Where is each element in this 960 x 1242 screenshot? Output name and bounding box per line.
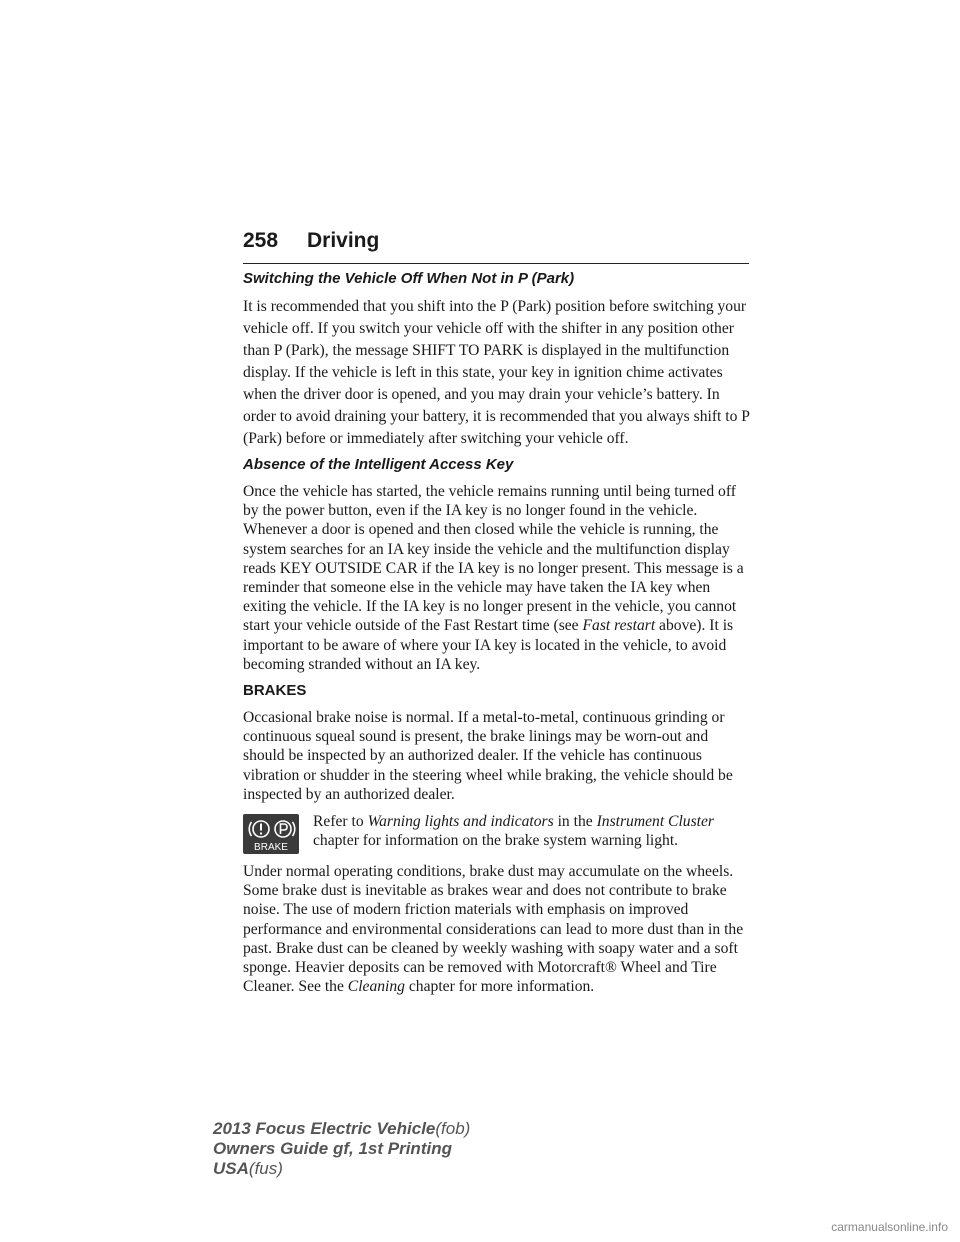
page-number: 258	[243, 229, 279, 252]
brake-icon-label: BRAKE	[254, 842, 288, 854]
paragraph-switching-off: It is recommended that you shift into the P (Park) position before switching your vehicle off. If you switch your vehicle off with the shifter in any position other than P (Park), the message SHIFT TO PARK is displayed in the multifunction display. If the vehicle is left in this state, your key in ignition chime activates when the driver door is opened, and you may drain your vehicle’s battery. In order to avoid draining your battery, it is recommended that you always shift to P (Park) before or immediately after switching your vehicle off.	[243, 298, 750, 447]
footer-line-2: Owners Guide gf, 1st Printing	[213, 1139, 452, 1158]
brake-warning-icon	[243, 814, 299, 854]
heading-absence-key: Absence of the Intelligent Access Key	[243, 456, 514, 473]
footer-model-code: (fob)	[435, 1119, 471, 1138]
text-run: above). It is important to be aware of where your IA key is located in the vehicle, to avoid becoming stranded without an IA key.	[243, 617, 734, 673]
paragraph-brakes-1: Occasional brake noise is normal. If a metal-to-metal, continuous grinding or continuous squeal sound is present, the brake linings may be worn-out and should be inspected by an authorized dealer. If the vehicle has continuous vibration or shudder in the steering wheel while braking, the vehicle should be inspected by an authorized dealer.	[243, 709, 733, 803]
heading-brakes: BRAKES	[243, 682, 307, 700]
reference-instrument-cluster: Instrument Cluster	[596, 813, 714, 831]
reference-warning-lights: Warning lights and indicators	[367, 813, 554, 831]
paragraph-absence-key	[243, 482, 751, 674]
text-run: Refer to	[313, 813, 368, 831]
footer-market: USA	[213, 1159, 249, 1178]
page-footer	[213, 1119, 470, 1179]
heading-switching-off: Switching the Vehicle Off When Not in P (Park)	[243, 270, 575, 287]
text-run: chapter for more information.	[404, 978, 595, 996]
reference-fast-restart: Fast restart	[582, 617, 656, 635]
text-run: Once the vehicle has started, the vehicle remains running until being turned off by the power button, even if the IA key is no longer found in the vehicle. Whenever a door is opened and then closed while the vehicle is running, the system searches for an IA key inside the vehicle and the multifunction display reads KEY OUTSIDE CAR if the IA key is no longer present. This message is a reminder that someone else in the vehicle may have taken the IA key when exiting the vehicle. If the IA key is no longer present in the vehicle, you cannot start your vehicle outside of the Fast Restart time (see	[243, 483, 744, 635]
footer-line-3	[213, 1159, 470, 1179]
text-run: Under normal operating conditions, brake dust may accumulate on the wheels. Some brake dust is inevitable as brakes wear and does not contribute to brake noise. The use of modern friction materials with emphasis on improved performance and environmental considerations can lead to more dust than in the past. Brake dust can be cleaned by weekly washing with soapy water and a soft sponge. Heavier deposits can be removed with Motorcraft® Wheel and Tire Cleaner. See the	[243, 863, 744, 996]
page-content	[243, 270, 751, 1004]
watermark: carmanualsonline.info	[831, 1220, 948, 1234]
section-title: Driving	[307, 229, 380, 252]
brake-reference-text	[313, 812, 751, 850]
page-header	[243, 227, 749, 264]
paragraph-brakes-2	[243, 862, 751, 996]
footer-model: 2013 Focus Electric Vehicle	[213, 1119, 436, 1138]
brake-warning-row	[243, 812, 751, 854]
footer-market-code: (fus)	[248, 1159, 283, 1178]
text-run: in the	[553, 813, 597, 831]
footer-line-1	[213, 1119, 470, 1139]
reference-cleaning: Cleaning	[347, 978, 405, 996]
text-run: chapter for information on the brake system warning light.	[313, 832, 679, 850]
